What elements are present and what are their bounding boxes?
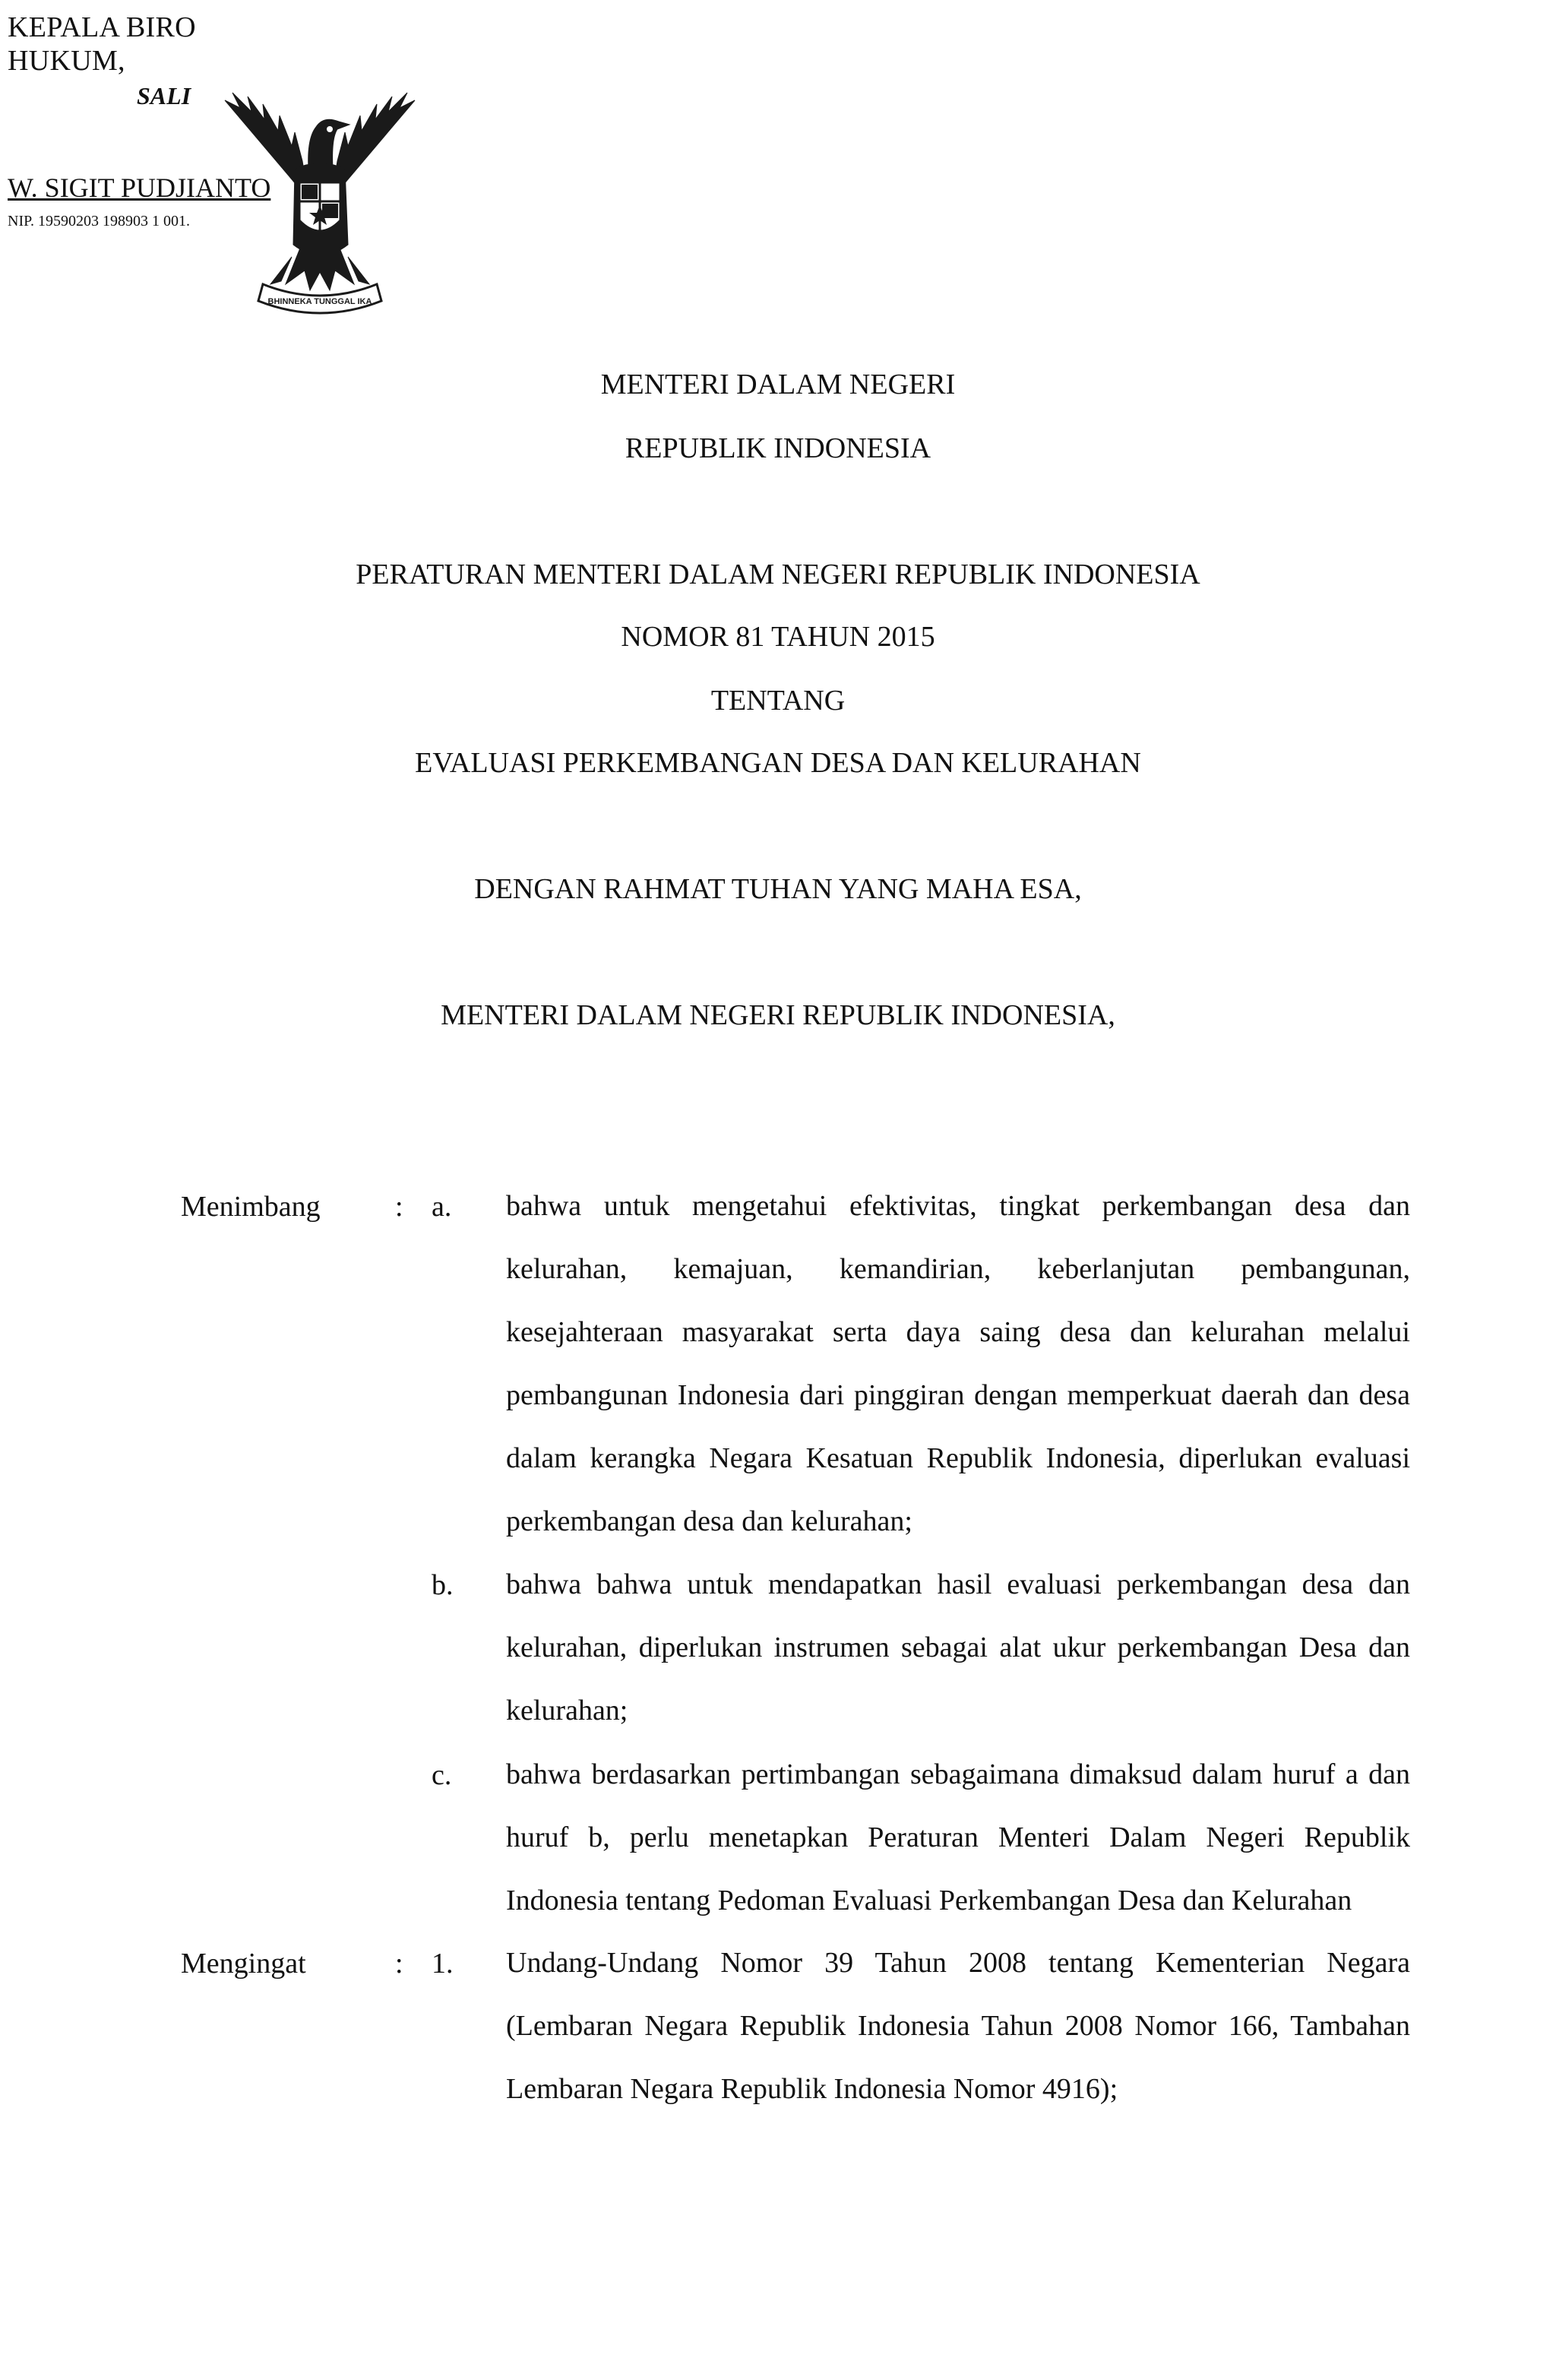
regulation-subject: EVALUASI PERKEMBANGAN DESA DAN KELURAHAN: [415, 747, 1141, 779]
regulation-number: NOMOR 81 TAHUN 2015: [621, 621, 935, 653]
preamble-minister: MENTERI DALAM NEGERI REPUBLIK INDONESIA,: [441, 999, 1115, 1031]
garuda-emblem-icon: [210, 85, 430, 333]
menimbang-item-text: bahwa berdasarkan pertimbangan sebagaimana dimaksud dalam huruf a dan huruf b, perlu menetapkan Peraturan Menteri Dalam Negeri Republik Indonesia tentang Pedoman Evaluasi Perkembangan Desa dan Kelurahan: [506, 1758, 1410, 1916]
mengingat-item-text: Undang-Undang Nomor 39 Tahun 2008 tentang Kementerian Negara (Lembaran Negara Republik Indonesia Tahun 2008 Nomor 166, Tambahan Lembaran Negara Republik Indonesia Nomor 4916);: [506, 1947, 1410, 2105]
regulation-about: TENTANG: [710, 685, 846, 717]
ministry-heading: MENTERI DALAM NEGERI: [600, 369, 956, 400]
mengingat-colon: :: [395, 1948, 403, 1980]
emblem-motto: BHINNEKA TUNGGAL IKA: [267, 297, 372, 306]
signature-name: W. SIGIT PUDJIANTO: [8, 172, 271, 203]
signature-stamp: SALI: [137, 82, 191, 109]
menimbang-colon: :: [395, 1191, 403, 1223]
menimbang-item-marker: a.: [432, 1191, 452, 1223]
menimbang-item-text: bahwa untuk mengetahui efektivitas, tingkat perkembangan desa dan kelurahan, kemajuan, kemandirian, keberlanjutan pembangunan, kesejahteraan masyarakat serta daya saing desa dan kelurahan melalui pembangunan Indonesia dari pinggiran dengan memperkuat daerah dan desa dalam kerangka Negara Kesatuan Republik Indonesia, diperlukan evaluasi perkembangan desa dan kelurahan;: [506, 1190, 1410, 1537]
menimbang-item-marker: c.: [432, 1759, 452, 1791]
mengingat-label: Mengingat: [181, 1948, 306, 1980]
regulation-title: PERATURAN MENTERI DALAM NEGERI REPUBLIK INDONESIA: [356, 559, 1200, 590]
ministry-subheading: REPUBLIK INDONESIA: [625, 432, 931, 464]
menimbang-item-marker: b.: [432, 1569, 454, 1601]
signature-position: KEPALA BIRO HUKUM,: [8, 11, 196, 77]
mengingat-item-marker: 1.: [432, 1948, 454, 1980]
menimbang-item-text: bahwa bahwa untuk mendapatkan hasil evaluasi perkembangan desa dan kelurahan, diperlukan instrumen sebagai alat ukur perkembangan Desa dan kelurahan;: [506, 1568, 1410, 1726]
signature-nip: NIP. 19590203 198903 1 001.: [8, 213, 191, 229]
menimbang-label: Menimbang: [181, 1191, 321, 1223]
preamble-blessing: DENGAN RAHMAT TUHAN YANG MAHA ESA,: [474, 873, 1082, 905]
